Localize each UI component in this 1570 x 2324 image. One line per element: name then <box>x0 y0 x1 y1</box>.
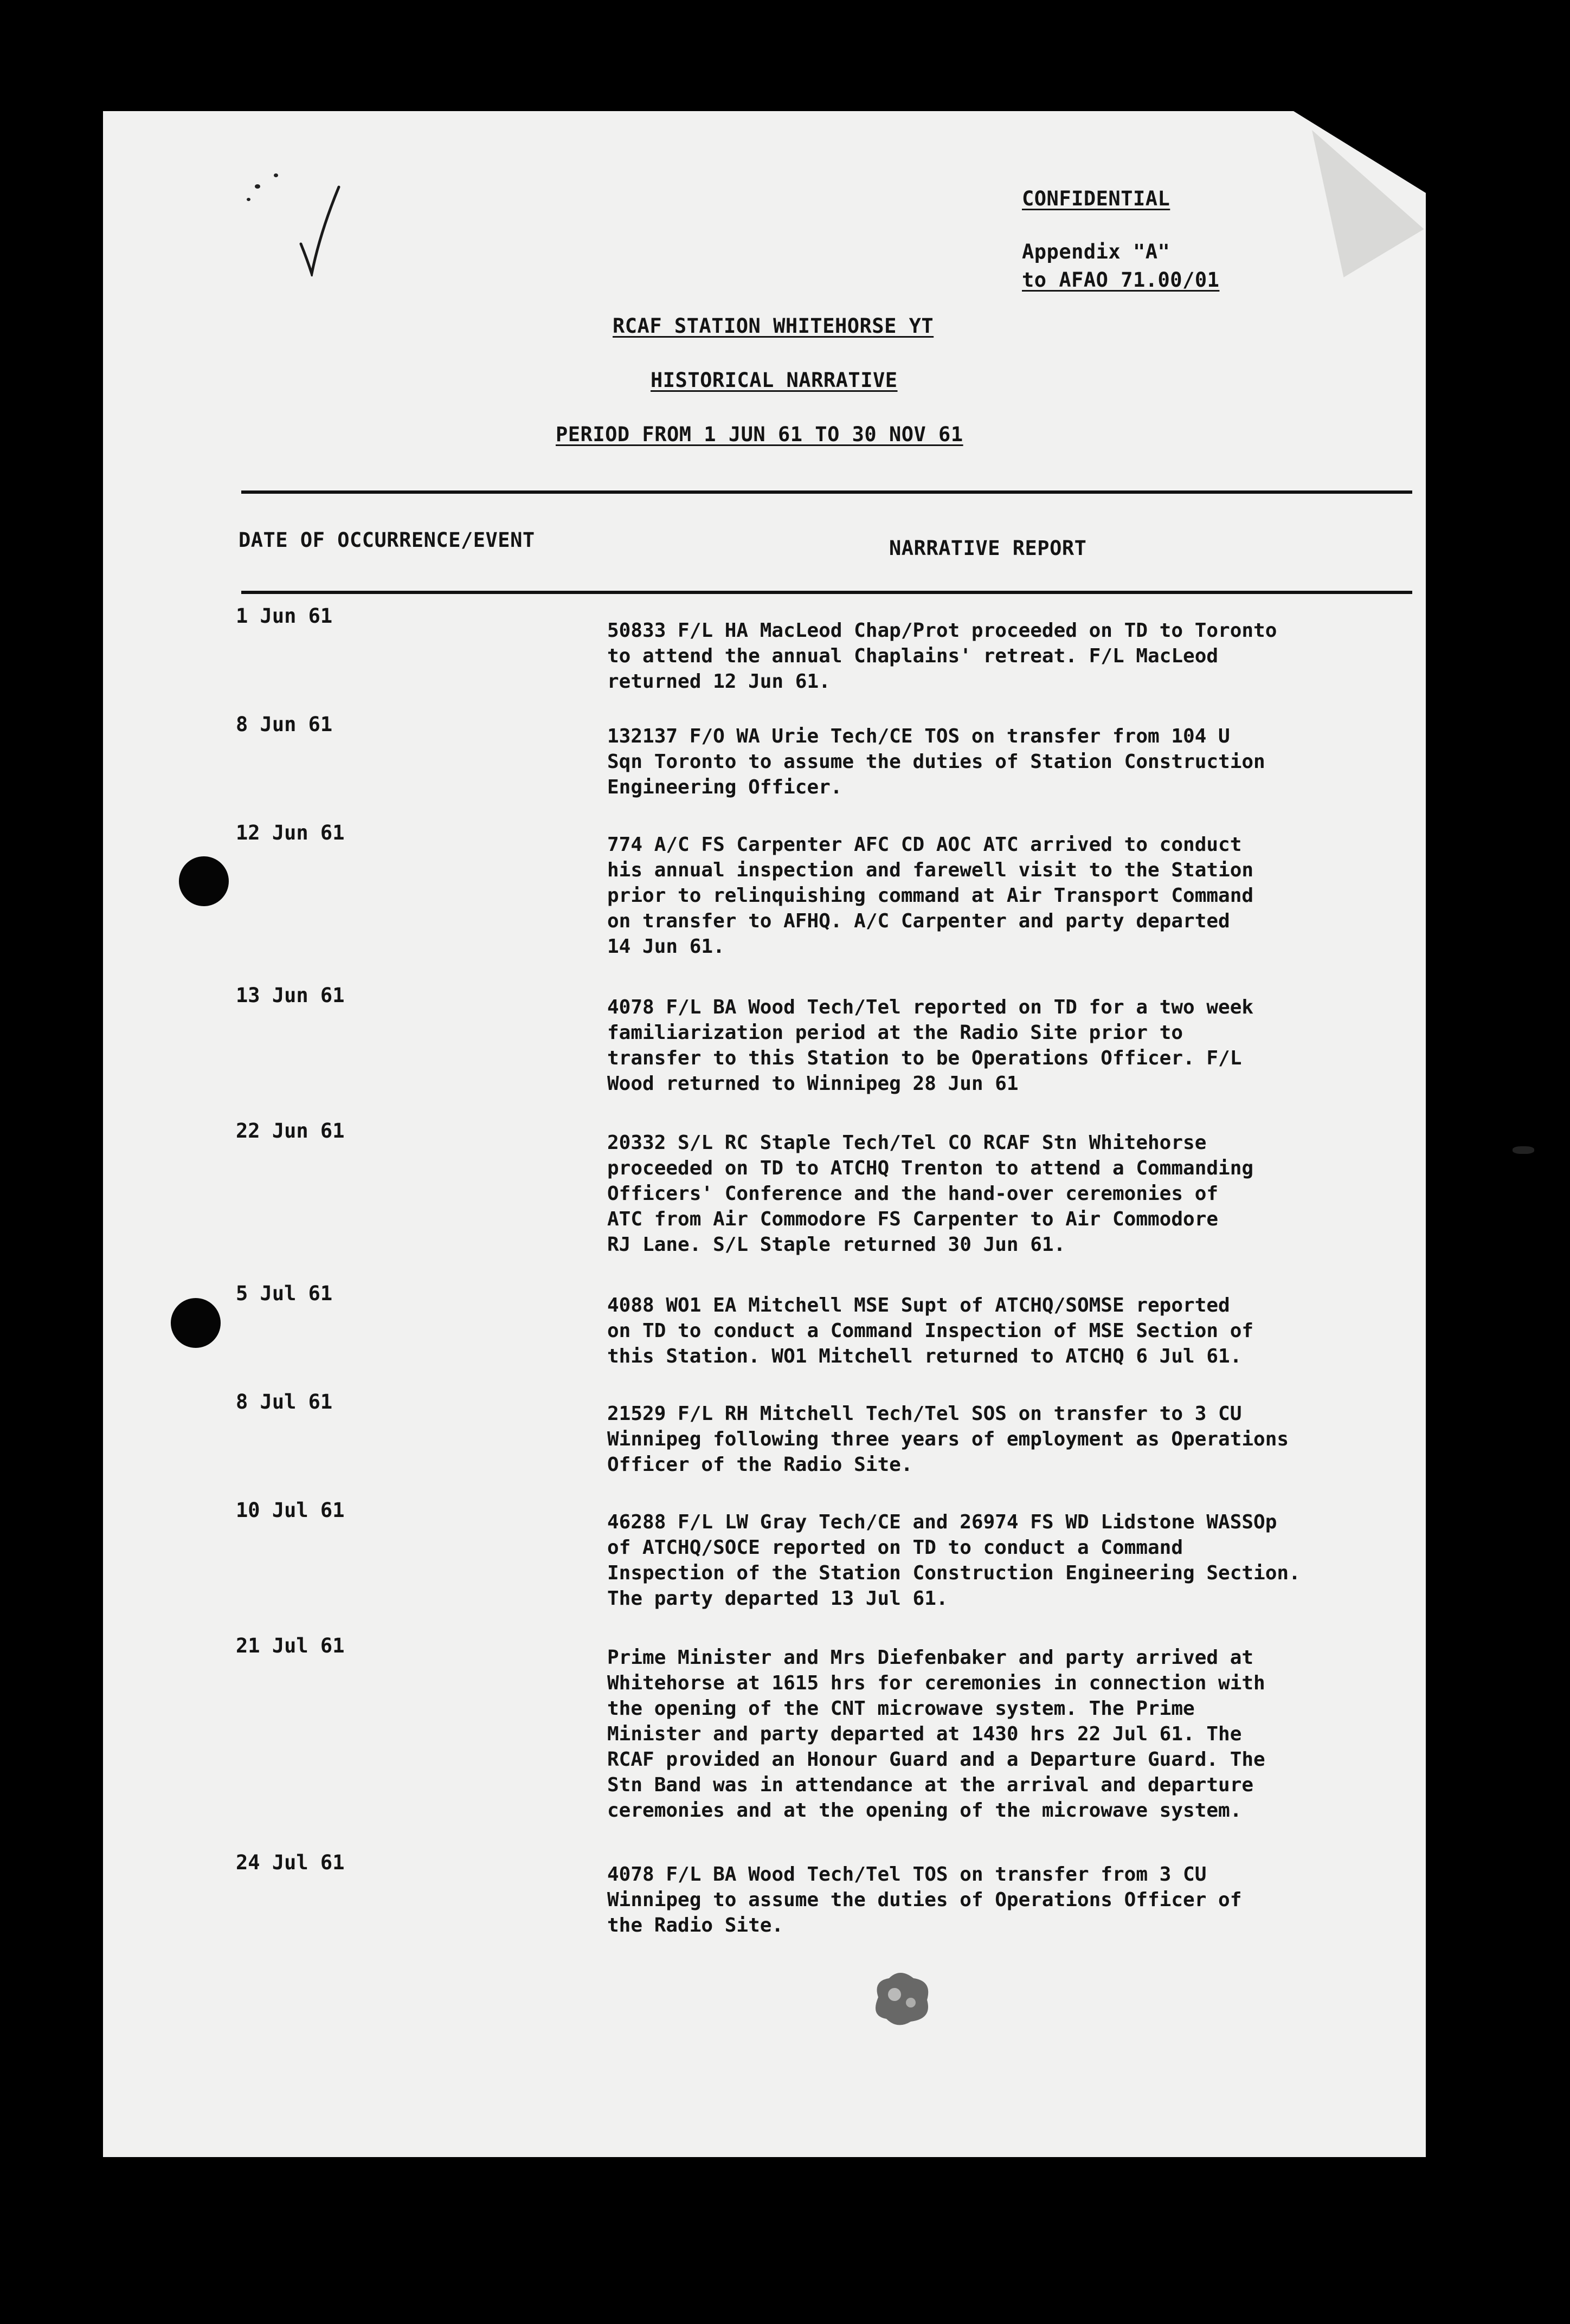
entry-text: 50833 F/L HA MacLeod Chap/Prot proceeded on TD to Toronto to attend the annual Chaplains' retreat. F/L MacLeod returned 12 Jun 61. <box>607 619 1277 693</box>
entry-text: 20332 S/L RC Staple Tech/Tel CO RCAF Stn Whitehorse proceeded on TD to ATCHQ Trenton to attend a Commanding Officers' Conference and the hand-over ceremonies of ATC from Air Commodore FS Carpenter to Air Commodore RJ Lane. S/L Staple returned 30 Jun 61. <box>607 1132 1254 1256</box>
entry-text: 132137 F/O WA Urie Tech/CE TOS on transfer from 104 U Sqn Toronto to assume the duties of Station Construction Engineering Officer. <box>607 725 1265 798</box>
entry-text: 46288 F/L LW Gray Tech/CE and 26974 FS WD Lidstone WASSOp of ATCHQ/SOCE reported on TD to conduct a Command Inspection of the Station Construction Engineering Section. The party departed 13 Jul 61. <box>607 1511 1301 1610</box>
entry-text: Prime Minister and Mrs Diefenbaker and party arrived at Whitehorse at 1615 hrs for ceremonies in connection with the opening of the CNT microwave system. The Prime Minister and party departed at 1430 hrs 22 Jul 61. The RCAF provided an Honour Guard and a Departure Guard. The Stn Band was in attendance at the arrival and departure ceremonies and at the opening of the microwave system. <box>607 1647 1265 1822</box>
entry-date: 24 Jul 61 <box>236 1851 345 1874</box>
document-title: HISTORICAL NARRATIVE <box>651 369 898 392</box>
entry-date: 5 Jul 61 <box>236 1282 333 1305</box>
scan-speck <box>247 198 250 201</box>
report-column-header: NARRATIVE REPORT <box>889 537 1087 560</box>
entry-date: 13 Jun 61 <box>236 984 345 1007</box>
ink-smudge-icon <box>867 1965 938 2030</box>
entry-date: 22 Jun 61 <box>236 1119 345 1142</box>
entry-text: 4078 F/L BA Wood Tech/Tel reported on TD for a two week familiarization period at the Radio Site prior to transfer to this Station to be Operations Officer. F/L Wood returned to Winnipeg 28 Jun 61 <box>607 996 1254 1095</box>
scan-speck <box>274 173 278 177</box>
entry-text: 774 A/C FS Carpenter AFC CD AOC ATC arrived to conduct his annual inspection and farewell visit to the Station prior to relinquishing command at Air Transport Command on transfer to AFHQ. A/C Carpenter and party departed 14 Jun 61. <box>607 834 1254 958</box>
entry-date: 10 Jul 61 <box>236 1499 345 1522</box>
reporting-period: PERIOD FROM 1 JUN 61 TO 30 NOV 61 <box>556 423 963 446</box>
header-rule-top <box>241 490 1412 494</box>
header-rule-bottom <box>241 591 1412 594</box>
entry-date: 1 Jun 61 <box>236 604 333 628</box>
punch-hole-icon <box>171 1298 221 1348</box>
entry-text: 4088 WO1 EA Mitchell MSE Supt of ATCHQ/SOMSE reported on TD to conduct a Command Inspection of MSE Section of this Station. WO1 Mitchell returned to ATCHQ 6 Jul 61. <box>607 1294 1254 1367</box>
entry-date: 8 Jul 61 <box>236 1390 333 1413</box>
scan-speck <box>1513 1146 1534 1154</box>
appendix-reference: to AFAO 71.00/01 <box>1022 268 1220 292</box>
entry-date: 21 Jul 61 <box>236 1634 345 1657</box>
entry-text: 21529 F/L RH Mitchell Tech/Tel SOS on transfer to 3 CU Winnipeg following three years of employment as Operations Officer of the Radio Site. <box>607 1403 1289 1476</box>
scan-speck <box>255 184 260 189</box>
check-mark-icon <box>295 184 344 276</box>
station-title: RCAF STATION WHITEHORSE YT <box>613 314 934 338</box>
appendix-label: Appendix "A" <box>1022 240 1170 263</box>
entry-date: 12 Jun 61 <box>236 821 345 844</box>
entry-text: 4078 F/L BA Wood Tech/Tel TOS on transfer from 3 CU Winnipeg to assume the duties of Operations Officer of the Radio Site. <box>607 1863 1242 1936</box>
classification-label: CONFIDENTIAL <box>1022 187 1170 210</box>
date-column-header: DATE OF OCCURRENCE/EVENT <box>239 528 535 552</box>
entry-date: 8 Jun 61 <box>236 713 333 736</box>
punch-hole-icon <box>179 856 229 906</box>
